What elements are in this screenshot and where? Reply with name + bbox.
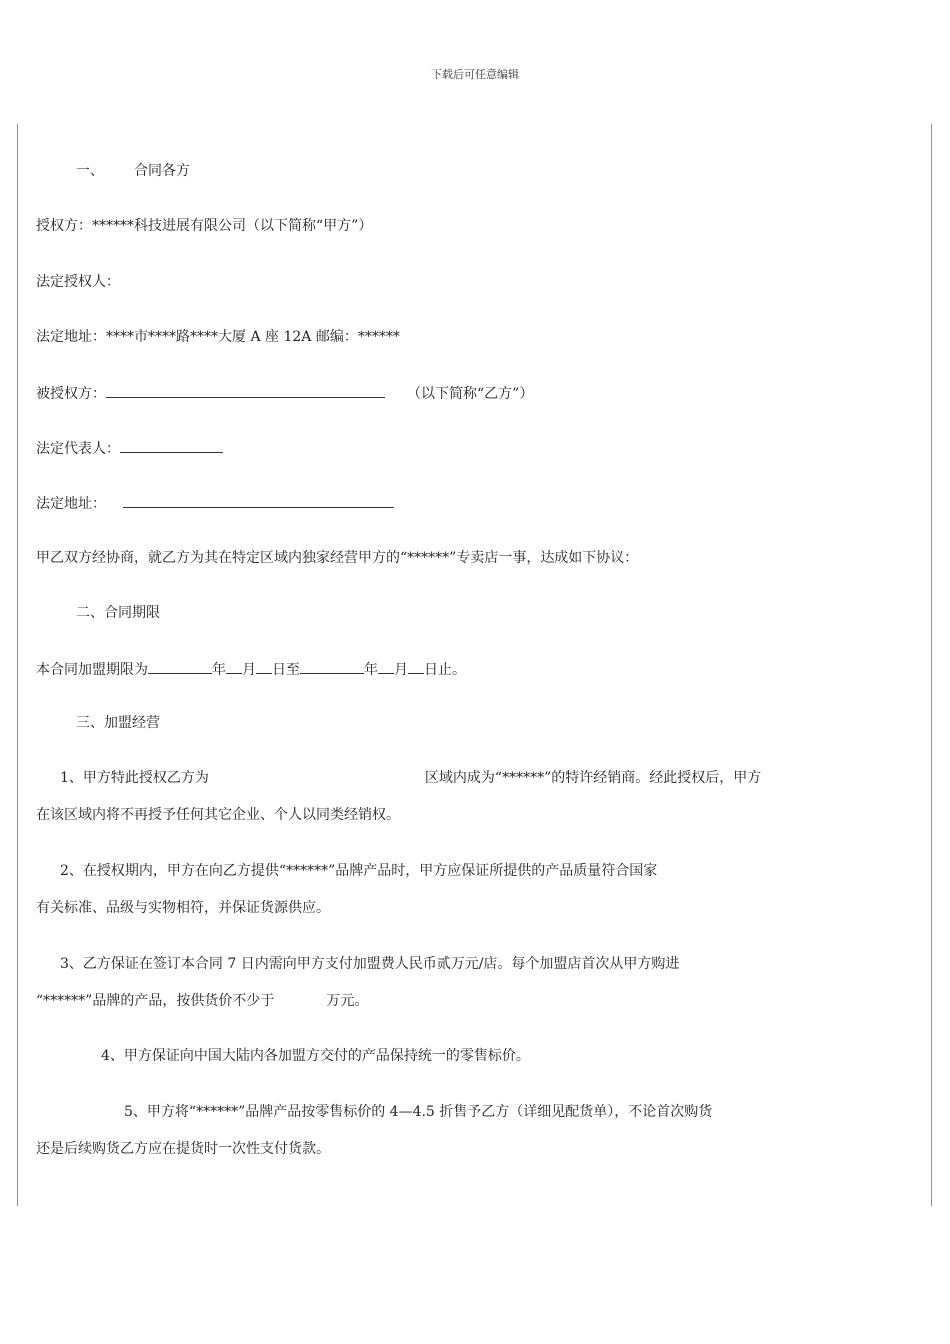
legal-address-2-blank[interactable] [123, 493, 394, 508]
header-note: 下载后可任意编辑 [431, 68, 519, 81]
clause-3-part-a: “******”品牌的产品，按供货价不少于 [36, 993, 275, 1009]
right-margin-line [931, 124, 932, 1206]
clause-3-part-b: 万元。 [326, 993, 369, 1009]
term-line [36, 659, 466, 679]
legal-address-2-label: 法定地址： [36, 496, 106, 512]
legal-rep-line [36, 438, 223, 458]
clause-5-line-1: 5、甲方将“******”品牌产品按零售标价的 4—4.5 折售予乙方（详细见配货单），不论首次购货 [124, 1104, 713, 1120]
left-margin-line [17, 124, 18, 1206]
term-day-2: 日止。 [424, 662, 466, 678]
term-day-1: 日至 [272, 662, 300, 678]
clause-1-line-2: 在该区域内将不再授予任何其它企业、个人以同类经销权。 [36, 807, 400, 823]
end-year-blank[interactable] [300, 659, 364, 674]
clause-2-line-1: 2、在授权期内，甲方在向乙方提供“******”品牌产品时，甲方应保证所提供的产品质量符合国家 [60, 863, 658, 879]
licensee-line [36, 383, 533, 403]
section-2-heading: 二、合同期限 [76, 605, 160, 621]
licensee-blank[interactable] [106, 383, 385, 398]
licensee-suffix: （以下简称“乙方”） [407, 386, 534, 402]
end-day-blank[interactable] [408, 659, 424, 674]
clause-1-line-1 [60, 769, 761, 787]
start-month-blank[interactable] [226, 659, 242, 674]
legal-authorized-line: 法定授权人： [36, 274, 120, 290]
section-1-title: 合同各方 [134, 163, 190, 179]
section-1-heading [76, 162, 190, 180]
agreement-intro: 甲乙双方经协商，就乙方为其在特定区域内独家经营甲方的“******”专卖店一事，达成如下协议： [36, 550, 639, 566]
legal-rep-blank[interactable] [120, 438, 223, 453]
clause-1-part-a: 1、甲方特此授权乙方为 [60, 770, 209, 786]
clause-2-line-2: 有关标准、品级与实物相符，并保证货源供应。 [36, 900, 330, 916]
term-month-1: 月 [242, 662, 256, 678]
legal-address-line: 法定地址：****市****路****大厦 A 座 12A 邮编：****** [36, 329, 400, 345]
licensee-label: 被授权方： [36, 386, 106, 402]
clause-3-line-2 [36, 992, 368, 1010]
licensor-line: 授权方：******科技进展有限公司（以下简称“甲方”） [36, 218, 373, 234]
legal-rep-label: 法定代表人： [36, 441, 120, 457]
clause-5-line-2: 还是后续购货乙方应在提货时一次性支付货款。 [36, 1141, 330, 1157]
term-year-1: 年 [212, 662, 226, 678]
section-3-heading: 三、加盟经营 [76, 715, 160, 731]
clause-4: 4、甲方保证向中国大陆内各加盟方交付的产品保持统一的零售标价。 [101, 1048, 530, 1064]
start-year-blank[interactable] [148, 659, 212, 674]
legal-address-2-line [36, 493, 394, 513]
term-prefix: 本合同加盟期限为 [36, 662, 148, 678]
term-month-2: 月 [394, 662, 408, 678]
clause-1-part-b: 区域内成为“******”的特许经销商。经此授权后，甲方 [424, 770, 762, 786]
term-year-2: 年 [364, 662, 378, 678]
clause-3-line-1: 3、乙方保证在签订本合同 7 日内需向甲方支付加盟费人民币贰万元/店。每个加盟店首次从甲方购进 [60, 956, 680, 972]
end-month-blank[interactable] [378, 659, 394, 674]
section-1-number: 一、 [76, 163, 104, 179]
start-day-blank[interactable] [256, 659, 272, 674]
